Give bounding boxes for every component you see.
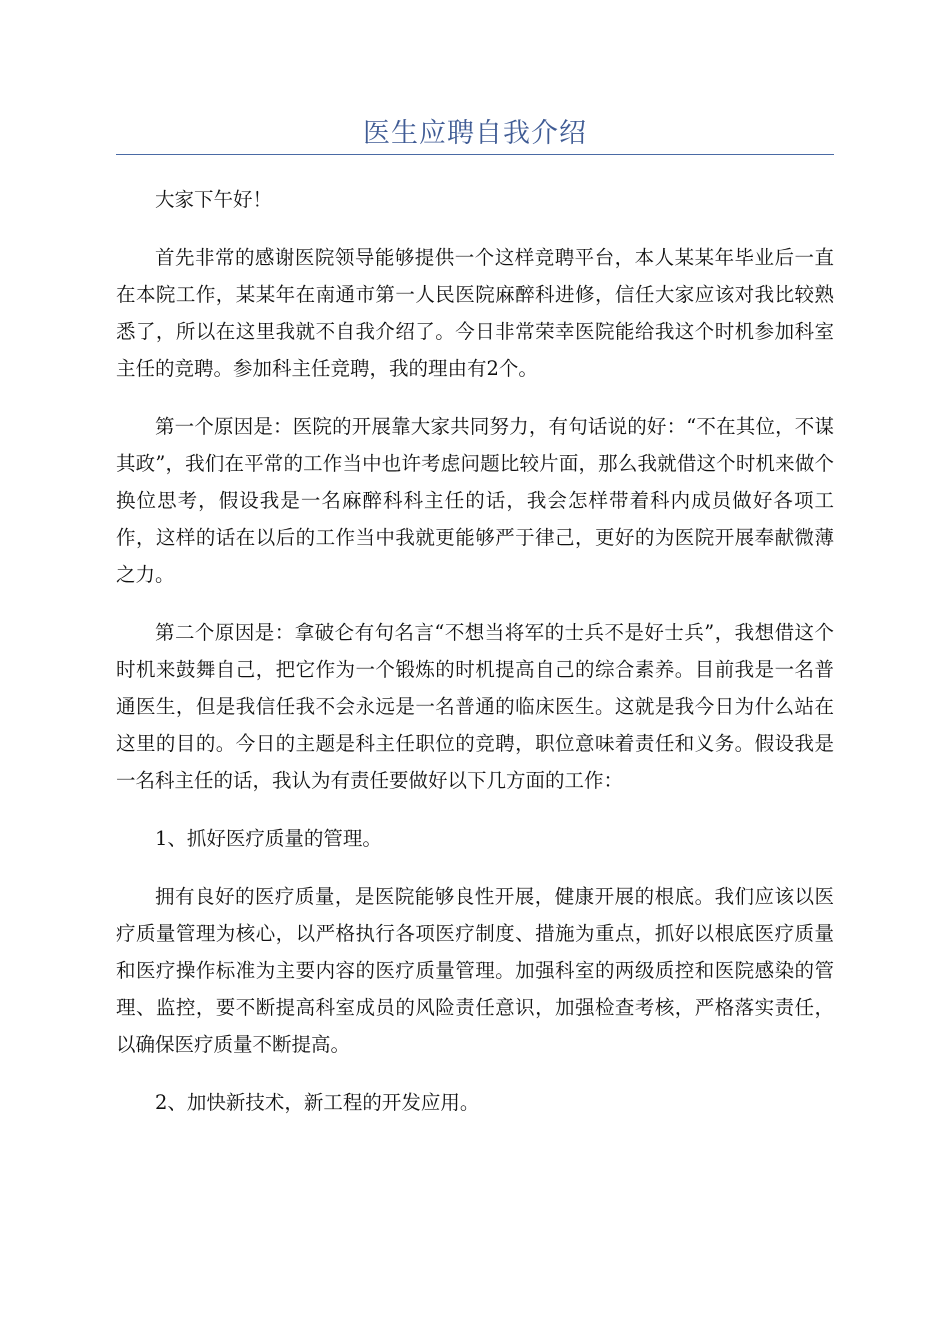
paragraph-greeting: 大家下午好！ — [155, 188, 273, 211]
paragraph-quality: 拥有良好的医疗质量，是医院能够良性开展，健康开展的根底。我们应该以医疗质量管理为核心，以严格执行各项医疗制度、措施为重点，抓好以根底医疗质量和医疗操作标准为主要内容的医疗质量管理。加强科室的两级质控和医院感染的管理、监控，要不断提高科室成员的风险责任意识，加强检查考核，严格落实责任，以确保医疗质量不断提高。 — [116, 885, 834, 1056]
paragraph-intro: 首先非常的感谢医院领导能够提供一个这样竞聘平台，本人某某年毕业后一直在本院工作，某某年在南通市第一人民医院麻醉科进修，信任大家应该对我比较熟悉了，所以在这里我就不自我介绍了。今日非常荣幸医院能给我这个时机参加科室主任的竞聘。参加科主任竞聘，我的理由有2个。 — [116, 246, 834, 380]
paragraph-reason-two: 第二个原因是：拿破仑有句名言“不想当将军的士兵不是好士兵”，我想借这个时机来鼓舞自己，把它作为一个锻炼的时机提高自己的综合素养。目前我是一名普通医生，但是我信任我不会永远是一名普通的临床医生。这就是我今日为什么站在这里的目的。今日的主题是科主任职位的竞聘，职位意味着责任和义务。假设我是一名科主任的话，我认为有责任要做好以下几方面的工作： — [116, 621, 834, 792]
title-divider — [116, 154, 834, 155]
document-page — [116, 0, 834, 1142]
document-title: 医生应聘自我介绍 — [363, 118, 587, 149]
heading-item-two: 2、加快新技术，新工程的开发应用。 — [155, 1091, 480, 1114]
heading-item-one: 1、抓好医疗质量的管理。 — [155, 827, 382, 850]
paragraph-reason-one: 第一个原因是：医院的开展靠大家共同努力，有句话说的好：“不在其位，不谋其政”，我们在平常的工作当中也许考虑问题比较片面，那么我就借这个时机来做个换位思考，假设我是一名麻醉科科主任的话，我会怎样带着科内成员做好各项工作，这样的话在以后的工作当中我就更能够严于律己，更好的为医院开展奉献微薄之力。 — [116, 415, 834, 586]
